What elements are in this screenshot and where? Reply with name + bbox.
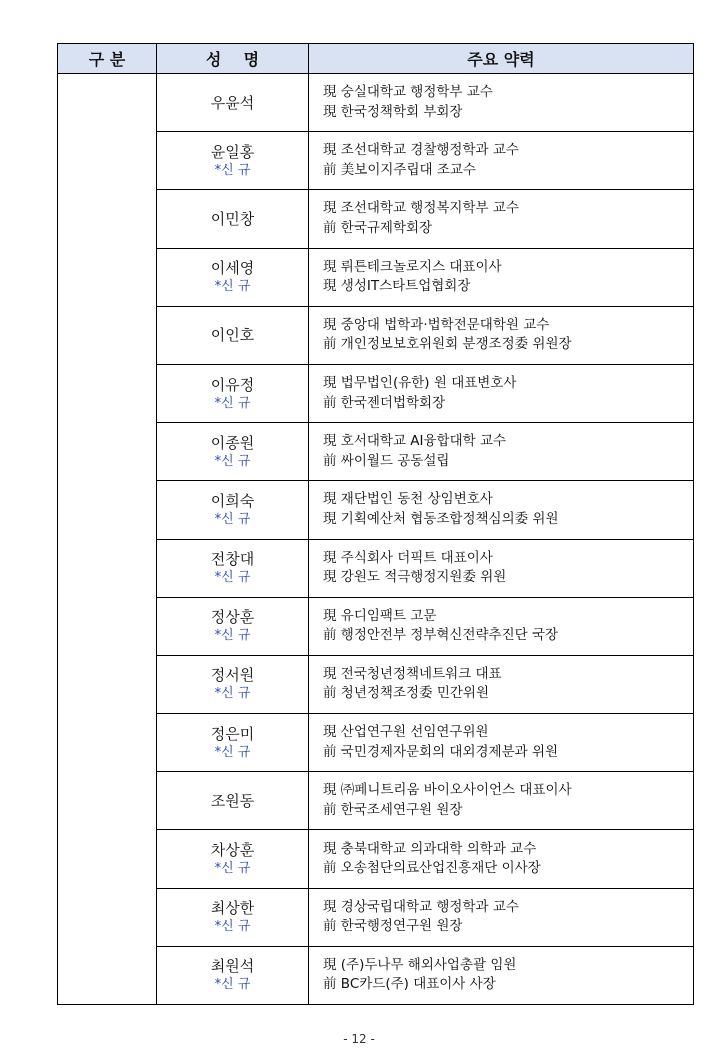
new-member-tag: *신 규 (214, 628, 251, 644)
member-name: 이종원 (210, 433, 255, 452)
page-number: - 12 - (343, 1032, 375, 1046)
career-line: 前 청년정책조정委 민간위원 (323, 685, 489, 702)
table-header-row (58, 44, 694, 74)
career-line: 前 국민경제자문회의 대외경제분과 위원 (323, 743, 559, 760)
member-name: 정상훈 (210, 608, 255, 627)
member-name: 윤일홍 (210, 142, 255, 161)
career-line: 現 주식회사 더픽트 대표이사 (323, 549, 493, 566)
career-cell (309, 597, 694, 655)
new-member-tag: *신 규 (214, 570, 251, 586)
career-line: 現 ㈜페니트리움 바이오사이언스 대표이사 (323, 782, 572, 799)
member-name: 이희숙 (210, 491, 255, 510)
career-line: 現 한국정책학회 부회장 (323, 103, 463, 120)
new-member-tag: *신 규 (214, 977, 251, 993)
career-cell (309, 830, 694, 888)
new-member-tag: *신 규 (214, 511, 251, 527)
name-cell (157, 190, 309, 248)
name-cell (157, 597, 309, 655)
member-name: 이유정 (210, 375, 255, 394)
career-line: 現 호서대학교 AI융합대학 교수 (323, 433, 507, 450)
career-line: 現 기획예산처 협동조합정책심의委 위원 (323, 510, 559, 527)
career-line: 前 행정안전부 정부혁신전략추진단 국장 (323, 627, 559, 644)
name-cell (157, 132, 309, 190)
career-cell (309, 132, 694, 190)
name-cell (157, 539, 309, 597)
name-cell (157, 248, 309, 306)
career-line: 前 개인정보보호위원회 분쟁조정委 위원장 (323, 336, 572, 353)
name-cell (157, 364, 309, 422)
career-line: 現 숭실대학교 행정학부 교수 (323, 84, 493, 101)
name-cell (157, 481, 309, 539)
career-cell (309, 539, 694, 597)
member-name: 우윤석 (210, 93, 255, 112)
new-member-tag: *신 규 (214, 453, 251, 469)
career-line: 前 오송첨단의료산업진흥재단 이사장 (323, 860, 541, 877)
career-line: 現 중앙대 법학과·법학전문대학원 교수 (323, 316, 550, 333)
new-member-tag: *신 규 (214, 162, 251, 178)
career-line: 前 美보이지주립대 조교수 (323, 161, 476, 178)
member-name: 최원석 (210, 957, 255, 976)
career-cell (309, 190, 694, 248)
name-cell (157, 423, 309, 481)
career-line: 前 BC카드(주) 대표이사 사장 (323, 976, 496, 993)
career-cell (309, 946, 694, 1004)
career-line: 前 한국행정연구원 원장 (323, 918, 463, 935)
member-name: 정서원 (210, 666, 255, 685)
career-line: 前 한국젠더법학회장 (323, 394, 446, 411)
career-cell (309, 481, 694, 539)
new-member-tag: *신 규 (214, 919, 251, 935)
career-line: 現 (주)두나무 해외사업총괄 임원 (323, 956, 517, 973)
name-cell (157, 74, 309, 132)
career-line: 現 경상국립대학교 행정학과 교수 (323, 898, 519, 915)
member-name: 차상훈 (210, 841, 255, 860)
name-cell (157, 830, 309, 888)
new-member-tag: *신 규 (214, 279, 251, 295)
career-line: 現 생성IT스타트업협회장 (323, 278, 471, 295)
career-cell (309, 423, 694, 481)
name-cell (157, 946, 309, 1004)
header-category: 구 분 (58, 44, 157, 74)
career-cell (309, 248, 694, 306)
member-name: 이인호 (210, 326, 255, 345)
career-cell (309, 74, 694, 132)
member-name: 정은미 (210, 724, 255, 743)
career-line: 前 싸이월드 공동설립 (323, 452, 450, 469)
member-name: 이민창 (210, 209, 255, 228)
new-member-tag: *신 규 (214, 686, 251, 702)
new-member-tag: *신 규 (214, 744, 251, 760)
career-cell (309, 655, 694, 713)
career-line: 現 산업연구원 선임연구위원 (323, 724, 489, 741)
name-cell (157, 888, 309, 946)
career-line: 現 강원도 적극행정지원委 위원 (323, 569, 507, 586)
new-member-tag: *신 규 (214, 861, 251, 877)
member-name: 최상한 (210, 899, 255, 918)
career-cell (309, 306, 694, 364)
career-line: 現 조선대학교 행정복지학부 교수 (323, 200, 519, 217)
career-cell (309, 888, 694, 946)
career-cell (309, 772, 694, 830)
header-career: 주요 약력 (309, 44, 694, 74)
career-line: 現 전국청년정책네트워크 대표 (323, 665, 502, 682)
career-line: 現 법무법인(유한) 원 대표변호사 (323, 375, 517, 392)
members-table (57, 43, 694, 1005)
career-line: 現 뤼튼테크놀로지스 대표이사 (323, 258, 502, 275)
career-cell (309, 364, 694, 422)
member-name: 전창대 (210, 550, 255, 569)
new-member-tag: *신 규 (214, 395, 251, 411)
member-name: 이세영 (210, 259, 255, 278)
career-line: 現 충북대학교 의과대학 의학과 교수 (323, 840, 537, 857)
name-cell (157, 714, 309, 772)
name-cell (157, 655, 309, 713)
career-line: 現 유디임팩트 고문 (323, 607, 437, 624)
career-line: 現 조선대학교 경찰행정학과 교수 (323, 142, 519, 159)
career-line: 現 재단법인 동천 상임변호사 (323, 491, 493, 508)
name-cell (157, 772, 309, 830)
header-name: 성 명 (157, 44, 309, 74)
name-cell (157, 306, 309, 364)
career-line: 前 한국규제학회장 (323, 219, 433, 236)
member-name: 조원동 (210, 791, 255, 810)
category-cell (58, 74, 157, 1005)
table-row (58, 74, 694, 132)
career-line: 前 한국조세연구원 원장 (323, 801, 463, 818)
career-cell (309, 714, 694, 772)
